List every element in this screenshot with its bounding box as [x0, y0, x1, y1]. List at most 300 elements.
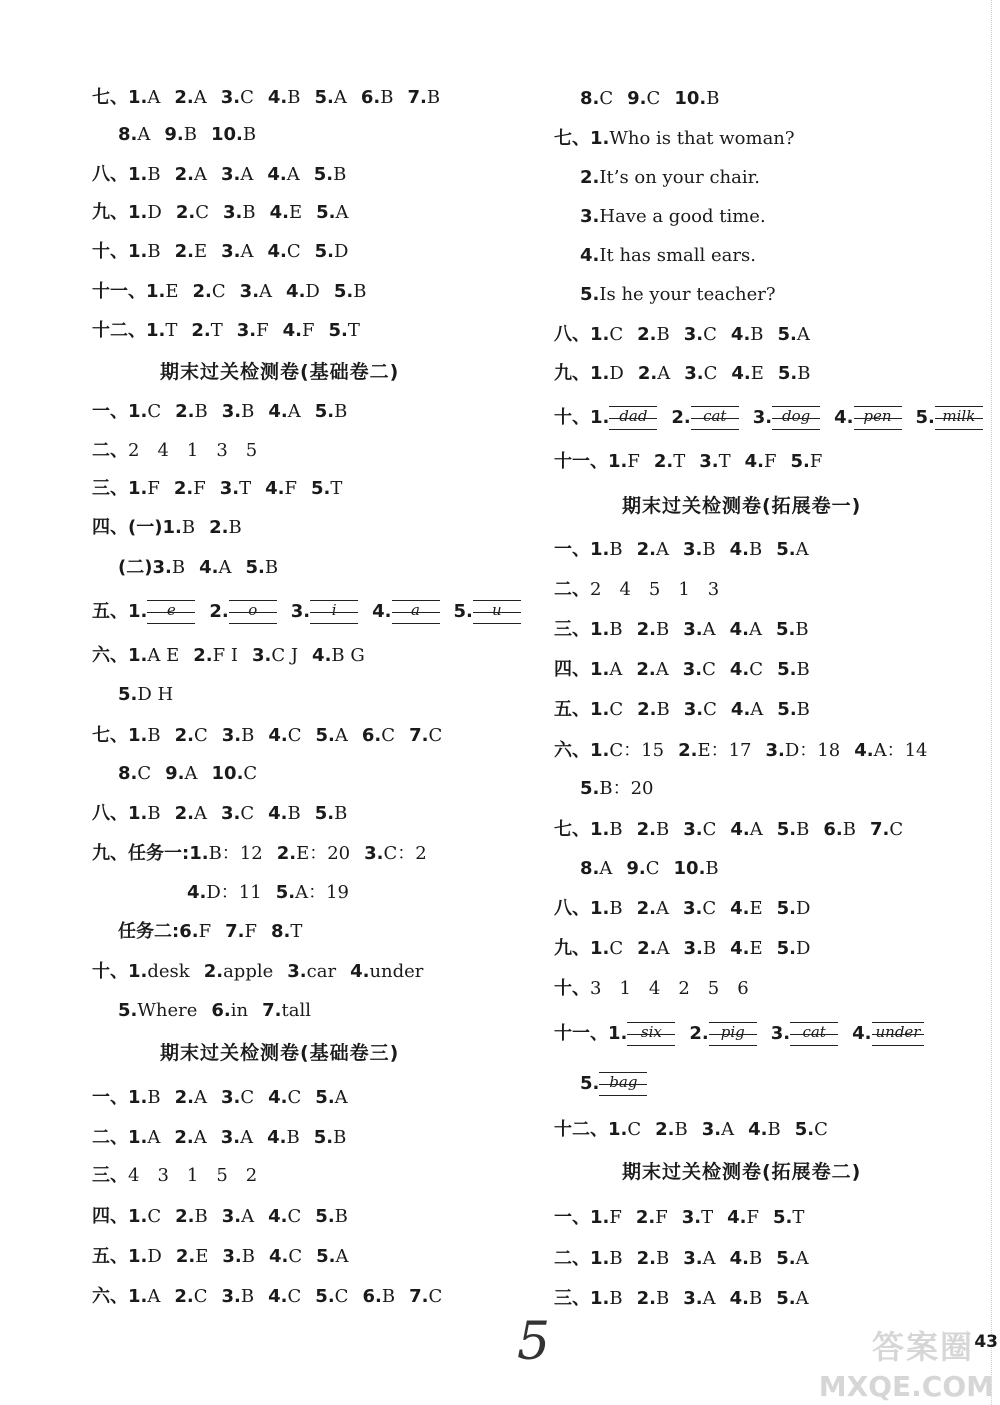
- question-number: 4.: [730, 938, 750, 959]
- answer-item: [146, 319, 177, 343]
- answer-item: [637, 818, 670, 842]
- question-number: 1.: [590, 407, 610, 428]
- answer-value: T: [701, 1207, 714, 1228]
- answer-item: [287, 960, 336, 984]
- answer-item: [164, 123, 197, 147]
- handwriting-answer: six: [627, 1022, 675, 1046]
- answer-item: [174, 1285, 207, 1309]
- question-number: 9.: [165, 763, 185, 784]
- answer-value: E: [195, 1246, 209, 1267]
- question-number: 3.: [683, 938, 703, 959]
- answer-line: [118, 999, 325, 1023]
- answer-value: F: [256, 320, 269, 341]
- question-number: 1.: [590, 363, 610, 384]
- answer-line: [118, 123, 270, 147]
- answer-item: [128, 1205, 161, 1229]
- answer-item: [409, 724, 442, 748]
- answer-value: F I: [212, 645, 238, 666]
- answer-line: [554, 698, 824, 722]
- answer-item: [187, 881, 262, 905]
- question-number: 5.: [315, 1087, 335, 1108]
- answer-value: T: [792, 1207, 805, 1228]
- section-label: 七、: [92, 725, 128, 746]
- section-label: 八、: [92, 164, 128, 185]
- answer-value: F: [193, 478, 206, 499]
- answer-value: D: [796, 938, 811, 959]
- answer-value: D: [147, 202, 162, 223]
- question-number: 4.: [730, 819, 750, 840]
- question-number: 1.: [128, 1206, 148, 1227]
- answer-line: [92, 400, 361, 424]
- answer-line: [554, 362, 824, 386]
- answer-line: [92, 802, 361, 826]
- question-number: 2.: [653, 451, 674, 472]
- answer-item: [731, 698, 763, 722]
- answer-item: [211, 999, 248, 1023]
- question-number: 5.: [316, 1246, 336, 1267]
- question-number: 10.: [211, 763, 244, 784]
- question-number: 1.: [590, 898, 610, 919]
- section-label: 二、: [554, 579, 590, 600]
- question-number: 1.: [608, 1119, 628, 1140]
- answer-value: A: [193, 803, 207, 824]
- answer-item: [191, 319, 222, 343]
- answer-value: B: [426, 87, 441, 108]
- answer-item: [730, 1247, 763, 1271]
- answer-value: C：2: [383, 843, 427, 864]
- answer-item: [199, 556, 231, 580]
- answer-line: [554, 578, 719, 602]
- answer-value: C: [703, 699, 717, 720]
- question-number: 4.: [730, 324, 751, 345]
- answer-item: [684, 698, 717, 722]
- question-number: 1.: [590, 619, 610, 640]
- question-number: 1.: [128, 645, 148, 666]
- answer-item: [776, 1287, 808, 1311]
- answer-item: [580, 777, 654, 801]
- question-number: 1.: [128, 601, 148, 622]
- answer-value: B: [147, 1087, 161, 1108]
- answer-item: [270, 201, 303, 225]
- question-number: 5.: [775, 619, 796, 640]
- answer-value: F: [284, 478, 298, 499]
- handwriting-answer: i: [310, 600, 358, 624]
- answer-value: B: [287, 803, 301, 824]
- answer-item: [267, 1126, 300, 1150]
- question-number: 6.: [211, 1000, 231, 1021]
- answer-item: [638, 362, 670, 386]
- answer-value: A: [218, 557, 232, 578]
- question-number: 3.: [684, 363, 704, 384]
- answer-line: [92, 1285, 456, 1309]
- answer-item: [683, 1247, 715, 1271]
- answer-line: [118, 683, 187, 707]
- question-number: 10.: [210, 124, 243, 145]
- answer-item: [221, 1086, 254, 1110]
- answer-value: tall: [281, 1000, 311, 1021]
- question-number: 4.: [282, 320, 303, 341]
- question-number: 2.: [193, 645, 213, 666]
- question-number: 8.: [580, 858, 600, 879]
- question-number: 4.: [268, 401, 288, 422]
- question-number: 4.: [267, 1127, 287, 1148]
- answer-value: B: [705, 858, 719, 879]
- section-label: 十一、: [554, 1023, 608, 1044]
- answer-line: [92, 1164, 257, 1188]
- answer-value: B: [334, 1206, 348, 1227]
- answer-value: A: [702, 1288, 716, 1309]
- question-number: 2.: [637, 938, 657, 959]
- question-number: 9.: [627, 88, 647, 109]
- question-number: 2.: [174, 241, 194, 262]
- answer-item: [118, 683, 173, 707]
- question-number: 5.: [580, 1073, 600, 1094]
- answer-item: [753, 406, 820, 430]
- answer-item: [684, 937, 717, 961]
- answer-item: [176, 201, 209, 225]
- answer-value: C: [702, 819, 717, 840]
- answer-item: [590, 1247, 623, 1271]
- answer-item: [271, 920, 302, 944]
- answer-value: B: [194, 1206, 208, 1227]
- answer-value: C: [240, 1087, 255, 1108]
- answer-item: [730, 818, 762, 842]
- handwriting-answer: o: [229, 600, 277, 624]
- question-number: 1.: [128, 164, 148, 185]
- answer-item: [730, 538, 763, 562]
- section-label: 九、任务一:: [92, 843, 190, 864]
- answer-item: [128, 1086, 161, 1110]
- question-number: 2.: [191, 320, 211, 341]
- section-label: 一、: [92, 1087, 128, 1108]
- question-number: 1.: [590, 740, 610, 761]
- answer-value: C: [287, 1087, 302, 1108]
- answer-value: C: [702, 659, 716, 680]
- question-number: 4.: [748, 1119, 768, 1140]
- answer-value: C: [193, 725, 208, 746]
- answer-line: [554, 897, 824, 921]
- question-number: 1.: [128, 241, 148, 262]
- answer-value: D：11: [206, 882, 262, 903]
- answer-value: F: [655, 1207, 668, 1228]
- answer-item: [118, 123, 150, 147]
- question-number: 2.: [209, 517, 229, 538]
- answer-value: T: [718, 451, 731, 472]
- question-number: 4.: [372, 601, 392, 622]
- answer-item: [212, 762, 258, 786]
- handwritten-mark: 5: [517, 1312, 551, 1372]
- question-number: 4.: [268, 725, 288, 746]
- question-number: 2.: [173, 478, 194, 499]
- answer-item: [702, 1118, 734, 1142]
- question-number: 1.: [590, 699, 610, 720]
- question-number: 5.: [776, 938, 797, 959]
- answer-item: [314, 163, 347, 187]
- question-number: 4.: [852, 1023, 872, 1044]
- answer-item: [221, 240, 253, 264]
- answer-value: car: [306, 961, 337, 982]
- answer-item: [580, 87, 613, 111]
- answer-item: [174, 477, 206, 501]
- answer-item: [329, 319, 360, 343]
- answer-item: [315, 86, 347, 110]
- answer-value: B: [842, 819, 856, 840]
- answer-item: [286, 280, 320, 304]
- answer-value: B: [609, 1248, 623, 1269]
- question-number: 3.: [287, 961, 307, 982]
- answer-item: [776, 618, 809, 642]
- answer-value: C: [381, 725, 396, 746]
- answer-value: C: [646, 88, 661, 109]
- answer-item: [834, 406, 901, 430]
- answer-value: D: [334, 241, 349, 262]
- section-label: 三、: [92, 478, 128, 499]
- answer-item: [454, 600, 521, 624]
- question-number: 3.: [682, 659, 703, 680]
- question-number: 4.: [834, 407, 854, 428]
- question-number: 5.: [776, 819, 797, 840]
- answer-item: [791, 450, 823, 474]
- answer-line: [92, 240, 362, 264]
- answer-item: [778, 323, 810, 347]
- answer-item: [277, 842, 350, 866]
- section-label: 十二、: [92, 320, 146, 341]
- question-number: 1.: [590, 938, 610, 959]
- question-number: 2.: [635, 1207, 656, 1228]
- answer-item: [240, 280, 272, 304]
- question-number: 2.: [174, 1286, 194, 1307]
- answer-item: [312, 644, 365, 668]
- question-number: 2.: [655, 1119, 675, 1140]
- answer-item: [209, 600, 276, 624]
- answer-value: B: [228, 517, 242, 538]
- answer-line: [92, 163, 360, 187]
- answer-item: [128, 644, 179, 668]
- answer-value: F: [746, 1207, 760, 1228]
- question-number: 4.: [730, 898, 750, 919]
- answer-item: [209, 516, 242, 540]
- answer-line: [554, 658, 824, 682]
- answer-value: B: [655, 819, 670, 840]
- question-number: 3.: [683, 819, 703, 840]
- answer-value: D: [147, 1246, 162, 1267]
- answer-value: E: [749, 898, 763, 919]
- answer-line: [92, 960, 437, 984]
- answer-item: [372, 600, 439, 624]
- answer-item: [852, 1022, 924, 1046]
- answer-value: C: [749, 659, 764, 680]
- question-number: 2.: [636, 819, 656, 840]
- section-label: 七、: [554, 819, 590, 840]
- answer-value: It has small ears.: [599, 245, 756, 266]
- answer-value: B: [750, 324, 764, 345]
- question-number: 3.: [683, 1288, 703, 1309]
- answer-item: [684, 362, 717, 386]
- answer-item: [225, 920, 257, 944]
- question-number: 3.: [220, 87, 241, 108]
- answer-value: A: [655, 659, 669, 680]
- answer-value: C J: [271, 645, 299, 666]
- answer-item: [870, 818, 903, 842]
- answer-item: [128, 163, 161, 187]
- question-number: 4.: [730, 699, 751, 720]
- answer-item: [683, 618, 715, 642]
- answer-item: [730, 658, 763, 682]
- question-number: 2.: [580, 167, 600, 188]
- answer-value: F: [609, 1207, 622, 1228]
- answer-line: [554, 977, 749, 1001]
- answer-value: C: [286, 241, 301, 262]
- answer-item: [674, 857, 719, 881]
- page-number: 43: [974, 1332, 998, 1352]
- answer-value: C: [147, 401, 162, 422]
- answer-item: [222, 1245, 255, 1269]
- section-label: 一、: [92, 401, 128, 422]
- answer-value: Is he your teacher?: [599, 284, 776, 305]
- section-label: 六、: [92, 645, 128, 666]
- answer-line: [92, 439, 257, 463]
- answer-value: under: [369, 961, 424, 982]
- answer-item: [268, 724, 301, 748]
- answer-value: A: [334, 1087, 348, 1108]
- answer-item: [608, 1022, 675, 1046]
- answer-value: Who is that woman?: [609, 128, 795, 149]
- answer-line: [187, 881, 363, 905]
- answer-value: A: [193, 164, 207, 185]
- answer-value: A: [286, 164, 300, 185]
- answer-line: [580, 283, 790, 307]
- question-number: 5.: [315, 1206, 335, 1227]
- answer-item: [777, 937, 811, 961]
- question-number: 9.: [164, 124, 184, 145]
- answer-item: [237, 319, 269, 343]
- answer-value: A: [721, 1119, 735, 1140]
- question-number: 1.: [590, 539, 610, 560]
- answer-line: [92, 724, 456, 748]
- answer-item: [221, 86, 254, 110]
- answer-item: [776, 538, 808, 562]
- answer-line: [92, 1205, 362, 1229]
- answer-value: T: [165, 320, 178, 341]
- section-heading: 期末过关检测卷(基础卷三): [160, 1042, 400, 1064]
- answer-item: [223, 201, 256, 225]
- section-label: 五、: [92, 601, 128, 622]
- answer-value: B: [241, 1246, 255, 1267]
- handwriting-answer: cat: [790, 1022, 838, 1046]
- question-number: 3.: [752, 407, 773, 428]
- answer-item: [128, 477, 160, 501]
- answer-item: [730, 618, 762, 642]
- question-number: 2.: [175, 1246, 196, 1267]
- answer-value: C: [702, 898, 717, 919]
- answer-line: [554, 323, 824, 347]
- question-number: 3.: [220, 803, 241, 824]
- answer-value: B：20: [599, 778, 654, 799]
- answer-item: [580, 244, 756, 268]
- section-label: 六、: [92, 1286, 128, 1307]
- answer-line: [92, 477, 356, 501]
- question-number: 1.: [128, 478, 148, 499]
- answer-value: B: [748, 539, 763, 560]
- answer-item: [268, 1205, 301, 1229]
- answer-item: [175, 724, 208, 748]
- question-number: 5.: [777, 324, 797, 345]
- answer-value: E: [750, 363, 764, 384]
- answer-item: [777, 818, 810, 842]
- answer-value: A: [796, 324, 810, 345]
- answer-item: [267, 163, 299, 187]
- answer-sequence: 2 4 1 3 5: [128, 440, 258, 461]
- answer-item: [315, 240, 349, 264]
- answer-item: [174, 1126, 206, 1150]
- handwriting-answer: pen: [854, 406, 902, 430]
- question-number: 6.: [362, 1286, 382, 1307]
- question-number: 5.: [777, 363, 798, 384]
- answer-value: D: [609, 363, 624, 384]
- handwriting-answer: under: [872, 1022, 925, 1046]
- answer-value: apple: [223, 961, 274, 982]
- question-number: 3.: [222, 202, 243, 223]
- answer-value: Have a good time.: [599, 206, 766, 227]
- answer-item: [316, 1245, 348, 1269]
- section-label: 十、: [92, 241, 128, 262]
- answer-item: [580, 166, 760, 190]
- question-number: 1.: [590, 1248, 610, 1269]
- question-number: 3.: [683, 699, 704, 720]
- answer-value: B: [797, 363, 811, 384]
- section-label: 三、: [554, 619, 590, 640]
- question-number: 5.: [773, 1207, 793, 1228]
- answer-value: B: [171, 557, 186, 578]
- question-number: 5.: [776, 1248, 796, 1269]
- question-number: 3.: [682, 898, 703, 919]
- section-heading: 期末过关检测卷(拓展卷二): [622, 1161, 862, 1183]
- answer-value: A: [657, 363, 671, 384]
- question-number: 4.: [580, 245, 600, 266]
- answer-item: [590, 937, 623, 961]
- question-number: 10.: [674, 88, 707, 109]
- section-label: 五、: [554, 699, 590, 720]
- question-number: 4.: [729, 1288, 749, 1309]
- answer-item: [590, 538, 623, 562]
- answer-value: B: [147, 164, 161, 185]
- question-number: 1.: [128, 1087, 148, 1108]
- question-number: 3.: [364, 843, 384, 864]
- answer-value: B: [655, 1248, 670, 1269]
- answer-item: [128, 1245, 162, 1269]
- answer-item: [590, 1206, 622, 1230]
- answer-value: C: [609, 938, 624, 959]
- section-label: 二、: [92, 1127, 128, 1148]
- answer-value: B: [240, 1286, 255, 1307]
- answer-value: C: [287, 725, 302, 746]
- answer-item: [655, 1118, 688, 1142]
- section-heading: 期末过关检测卷(基础卷二): [160, 361, 400, 383]
- question-number: 3.: [219, 478, 240, 499]
- answer-value: B: [796, 699, 810, 720]
- answer-item: [590, 897, 623, 921]
- answer-item: [689, 1022, 756, 1046]
- answer-sequence: 3 1 4 2 5 6: [590, 978, 749, 999]
- answer-value: F: [302, 320, 315, 341]
- answer-item: [315, 1086, 347, 1110]
- answer-value: C: [609, 324, 624, 345]
- section-label: 三、: [92, 1165, 128, 1186]
- answer-value: A：19: [295, 882, 349, 903]
- answer-item: [590, 406, 657, 430]
- question-number: 4.: [854, 740, 874, 761]
- section-label: 九、: [92, 202, 128, 223]
